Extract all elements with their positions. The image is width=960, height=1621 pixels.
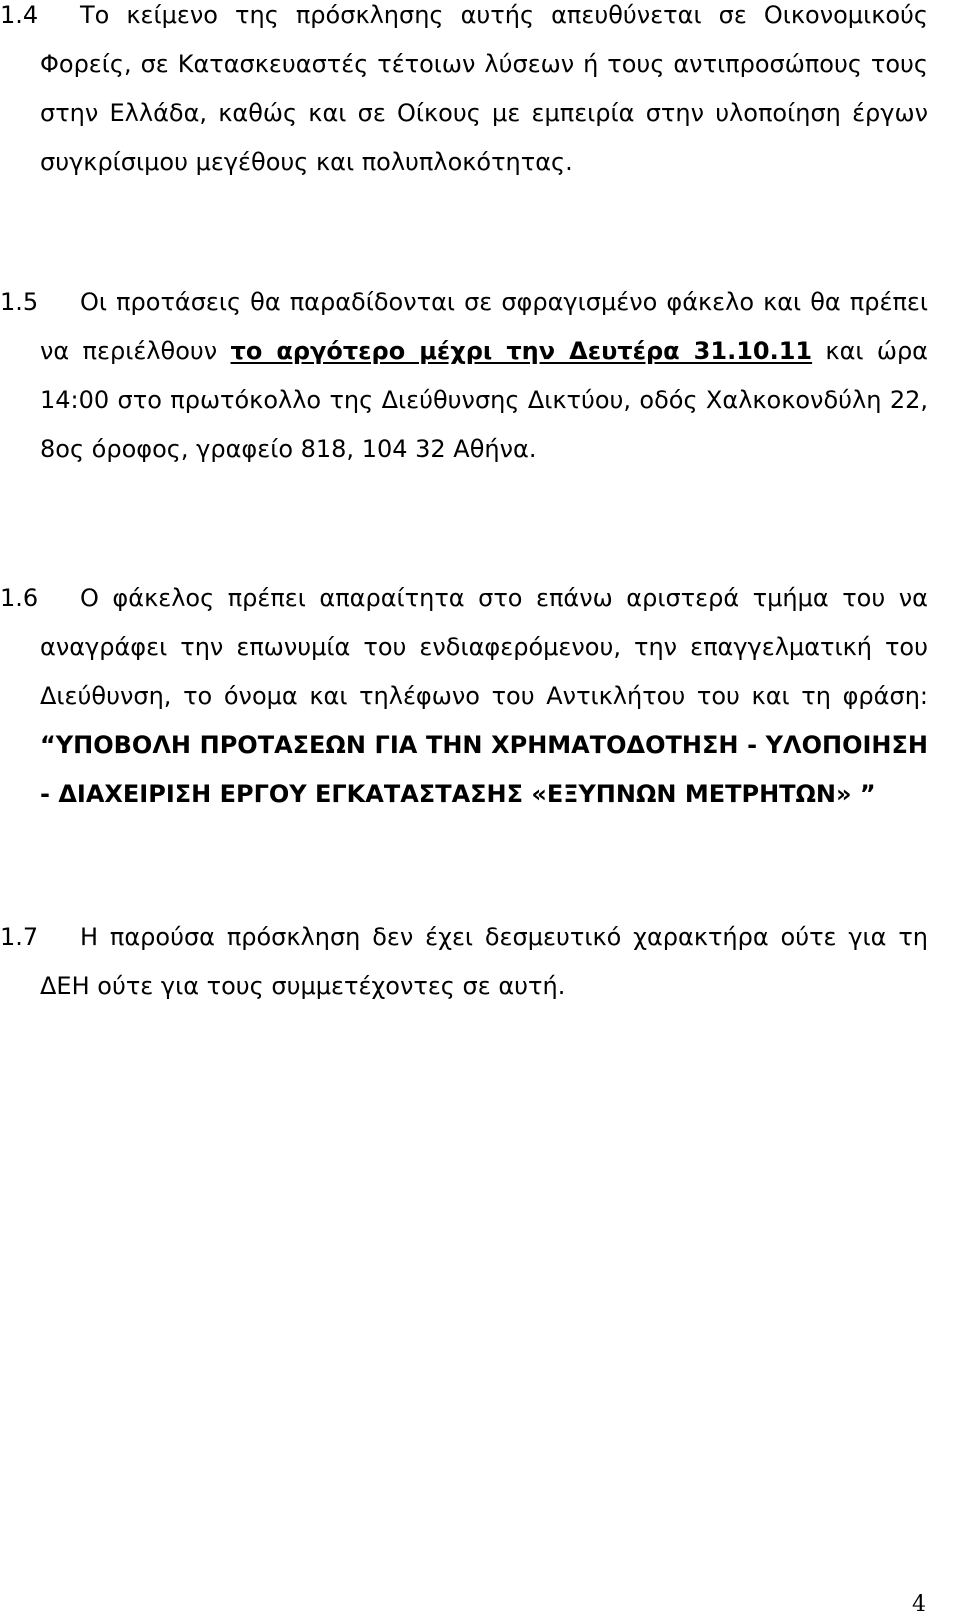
submission-deadline: το αργότερο μέχρι την Δευτέρα 31.10.11 xyxy=(230,337,813,365)
paragraph-1-5 xyxy=(0,278,928,474)
paragraph-text: Το κείμενο της πρόσκλησης αυτής απευθύνεται σε Οικονομικούς Φορείς, σε Κατασκευαστές τέτοιων λύσεων ή τους αντιπροσώπους τους στην Ελλάδα, καθώς και σε Οίκους με εμπειρία στην υλοποίηση έργων συγκρίσιμου μεγέθους και πολυπλοκότητας. xyxy=(40,1,928,176)
paragraph-text: Οι προτάσεις θα παραδίδονται σε σφραγισμένο φάκελο και θα πρέπει να περιέλθουν xyxy=(40,288,928,365)
paragraph-text-continued: και ώρα 14:00 στο πρωτόκολλο της Διεύθυνσης Δικτύου, οδός Χαλκοκονδύλη 22, 8ος όροφος, γραφείο 818, 104 32 Αθήνα. xyxy=(40,337,928,463)
paragraph-number: 1.4 xyxy=(0,1,39,29)
paragraph-number: 1.7 xyxy=(0,923,39,951)
paragraph-number: 1.5 xyxy=(0,288,39,316)
paragraph-text: Η παρούσα πρόσκληση δεν έχει δεσμευτικό χαρακτήρα ούτε για τη ΔΕΗ ούτε για τους συμμετέχοντες σε αυτή. xyxy=(40,923,928,1000)
paragraph-1-6 xyxy=(0,574,928,819)
envelope-phrase: “ΥΠΟΒΟΛΗ ΠΡΟΤΑΣΕΩΝ ΓΙΑ ΤΗΝ ΧΡΗΜΑΤΟΔΟΤΗΣΗ - ΥΛΟΠΟΙΗΣΗ - ΔΙΑΧΕΙΡΙΣΗ ΕΡΓΟΥ ΕΓΚΑΤΑΣΤΑΣΗΣ «ΕΞΥΠΝΩΝ ΜΕΤΡΗΤΩΝ» ” xyxy=(40,731,928,808)
paragraph-1-7 xyxy=(0,913,928,1011)
paragraph-1-4 xyxy=(0,0,928,187)
page-number: 4 xyxy=(912,1592,926,1617)
paragraph-number: 1.6 xyxy=(0,584,39,612)
paragraph-text: Ο φάκελος πρέπει απαραίτητα στο επάνω αριστερά τμήμα του να αναγράφει την επωνυμία του ενδιαφερόμενου, την επαγγελματική του Διεύθυνση, το όνομα και τηλέφωνο του Αντικλήτου του και τη φράση: xyxy=(40,584,928,710)
